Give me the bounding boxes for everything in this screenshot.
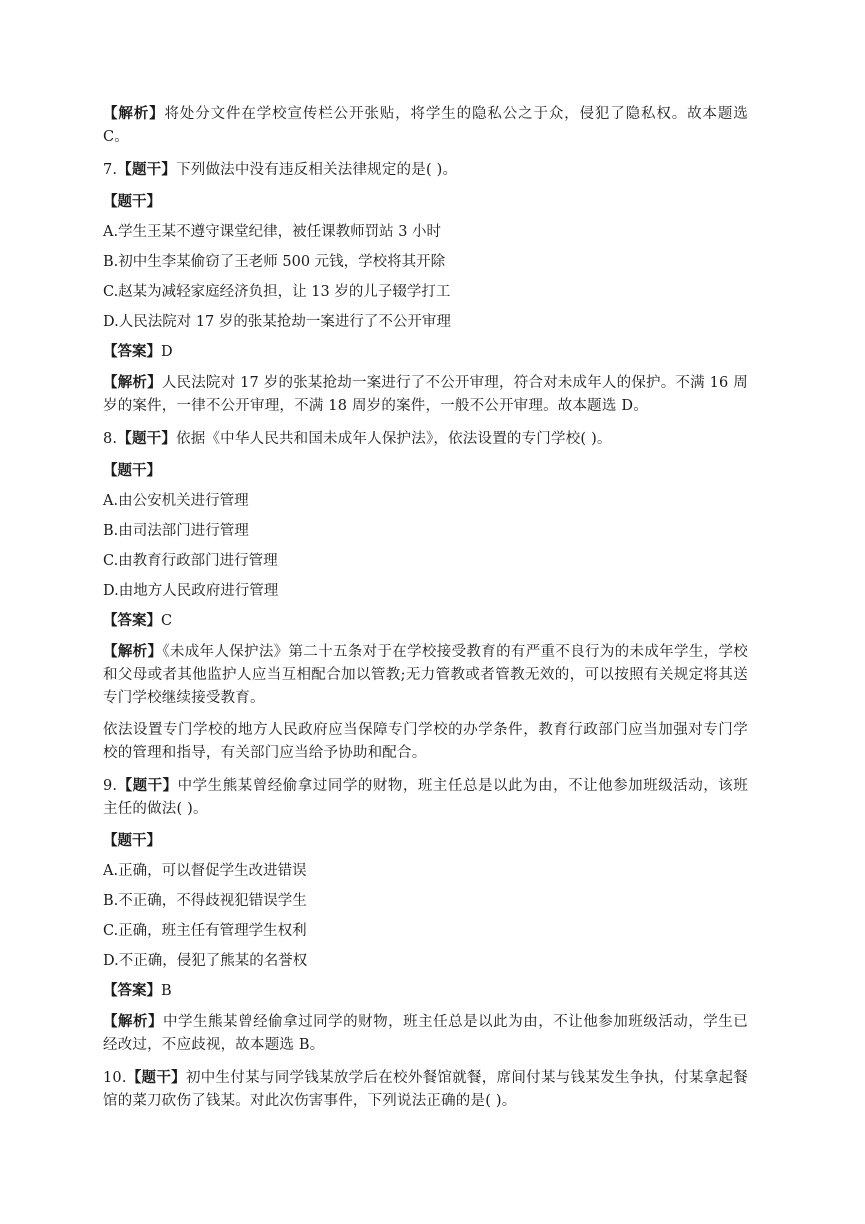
- answer-line: [103, 610, 748, 632]
- question-number: 8.: [103, 431, 118, 447]
- option-text: B.初中生李某偷窃了王老师 500 元钱，学校将其开除: [103, 254, 446, 270]
- option-text: A.学生王某不遵守课堂纪律，被任课教师罚站 3 小时: [103, 224, 442, 240]
- analysis-paragraph: [103, 1010, 748, 1057]
- question-text: 依据《中华人民共和国未成年人保护法》，依法设置的专门学校( )。: [176, 431, 612, 447]
- option-text: D.由地方人民政府进行管理: [103, 583, 279, 599]
- stem-tag: 【题干】: [103, 193, 161, 210]
- option-text: B.由司法部门进行管理: [103, 523, 249, 539]
- stem-tag: 【题干】: [117, 161, 177, 178]
- analysis-text: 人民法院对 17 岁的张某抢劫一案进行了不公开审理，符合对未成年人的保护。不满 16 周岁的案件，一律不公开审理，不满 18 周岁的案件，一般不公开审理。故本题选 D。: [103, 375, 748, 414]
- stem-tag: 【题干】: [126, 1069, 186, 1086]
- option-d: [103, 950, 748, 972]
- analysis-tag: 【解析】: [103, 643, 163, 660]
- option-text: D.不正确，侵犯了熊某的名誉权: [103, 953, 308, 969]
- answer-line: [103, 341, 748, 363]
- question-number: 10.: [103, 1070, 127, 1086]
- stem-tag: 【题干】: [117, 777, 178, 794]
- option-c: [103, 920, 748, 942]
- analysis-text: 《未成年人保护法》第二十五条对于在学校接受教育的有严重不良行为的未成年学生，学校和父母或者其他监护人应当互相配合加以管教;无力管教或者管教无效的，可以按照有关规定将其送专门学校继续接受教育。: [103, 644, 748, 706]
- option-a: [103, 221, 748, 243]
- option-text: C.由教育行政部门进行管理: [103, 553, 278, 569]
- question-text: 下列做法中没有违反相关法律规定的是( )。: [176, 162, 458, 178]
- stem-label: [103, 460, 748, 482]
- answer-value: B: [161, 983, 172, 999]
- answer-line: [103, 980, 748, 1002]
- question-number: 9.: [103, 778, 118, 794]
- question-9: [103, 774, 748, 821]
- option-text: A.正确，可以督促学生改进错误: [103, 863, 307, 879]
- answer-tag: 【答案】: [103, 343, 161, 360]
- analysis-paragraph: [103, 371, 748, 418]
- option-text: C.赵某为减轻家庭经济负担，让 13 岁的儿子辍学打工: [103, 284, 451, 300]
- stem-label: [103, 191, 748, 213]
- analysis-text: 依法设置专门学校的地方人民政府应当保障专门学校的办学条件，教育行政部门应当加强对专门学校的管理和指导，有关部门应当给予协助和配合。: [103, 722, 748, 761]
- stem-tag: 【题干】: [103, 832, 161, 849]
- option-c: [103, 281, 748, 303]
- option-text: C.正确，班主任有管理学生权利: [103, 923, 307, 939]
- document-body: [103, 102, 748, 1122]
- analysis-text: 中学生熊某曾经偷拿过同学的财物，班主任总是以此为由，不让他参加班级活动，学生已经改过，不应歧视，故本题选 B。: [103, 1014, 748, 1053]
- option-a: [103, 860, 748, 882]
- stem-label: [103, 830, 748, 852]
- stem-tag: 【题干】: [117, 430, 177, 447]
- option-text: A.由公安机关进行管理: [103, 493, 249, 509]
- analysis-continuation: [103, 719, 748, 765]
- answer-tag: 【答案】: [103, 612, 161, 629]
- question-8: [103, 427, 748, 451]
- question-text: 初中生付某与同学钱某放学后在校外餐馆就餐，席间付某与钱某发生争执，付某拿起餐馆的菜刀砍伤了钱某。对此次伤害事件，下列说法正确的是( )。: [103, 1070, 748, 1109]
- option-a: [103, 490, 748, 512]
- option-d: [103, 580, 748, 602]
- option-b: [103, 520, 748, 542]
- analysis-tag: 【解析】: [103, 105, 165, 122]
- question-text: 中学生熊某曾经偷拿过同学的财物，班主任总是以此为由，不让他参加班级活动，该班主任的做法( )。: [103, 778, 748, 817]
- answer-value: D: [161, 344, 173, 360]
- analysis-paragraph: [103, 640, 748, 710]
- question-number: 7.: [103, 162, 118, 178]
- analysis-tag: 【解析】: [103, 1013, 164, 1030]
- answer-value: C: [161, 613, 173, 629]
- question-10: [103, 1066, 748, 1113]
- analysis-tag: 【解析】: [103, 374, 162, 391]
- answer-tag: 【答案】: [103, 982, 161, 999]
- option-d: [103, 311, 748, 333]
- option-text: D.人民法院对 17 岁的张某抢劫一案进行了不公开审理: [103, 314, 451, 330]
- option-text: B.不正确，不得歧视犯错误学生: [103, 893, 307, 909]
- analysis-paragraph: [103, 102, 748, 149]
- option-b: [103, 251, 748, 273]
- option-c: [103, 550, 748, 572]
- stem-tag: 【题干】: [103, 462, 161, 479]
- analysis-text: 将处分文件在学校宣传栏公开张贴，将学生的隐私公之于众，侵犯了隐私权。故本题选 C。: [103, 106, 748, 145]
- question-7: [103, 158, 748, 182]
- option-b: [103, 890, 748, 912]
